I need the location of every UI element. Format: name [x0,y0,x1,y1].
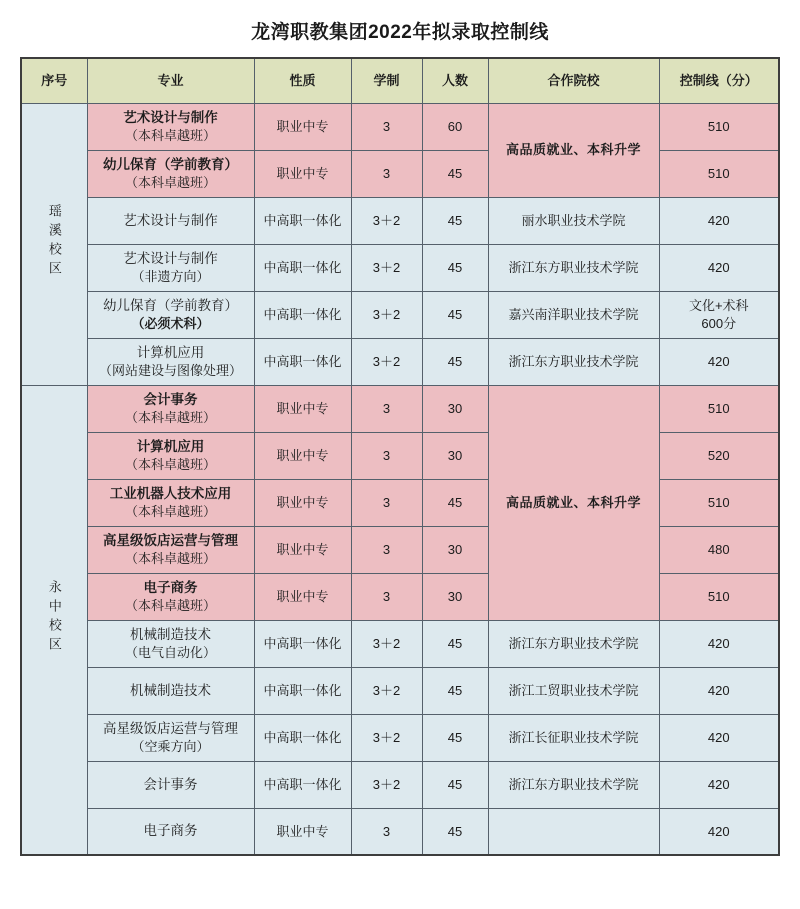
table-row [21,103,779,150]
score-line-cell: 420 [659,808,779,855]
table-row [21,432,779,479]
score-line-cell: 510 [659,573,779,620]
campus-label-text: 瑶溪校区 [46,203,62,280]
score-line-part1: 文化+术科 [688,298,749,314]
length-cell: 3＋2 [351,291,422,338]
major-subtitle: （本科卓越班） [124,409,216,425]
major-name: 电子商务 [143,823,198,839]
table-row [21,385,779,432]
major-subtitle: （本科卓越班） [124,456,216,472]
major-name: 高星级饭店运营与管理 [103,721,238,737]
column-header-index: 序号 [21,58,87,103]
nature-cell: 职业中专 [254,432,351,479]
header-row [21,58,779,103]
count-cell: 30 [422,573,488,620]
major-cell [87,338,254,385]
major-subtitle: （必须术科） [131,315,210,331]
length-cell: 3＋2 [351,244,422,291]
page-title: 龙湾职教集团2022年拟录取控制线 [251,22,549,43]
nature-cell: 中高职一体化 [254,244,351,291]
column-header-line: 控制线（分） [659,58,779,103]
nature-cell: 职业中专 [254,573,351,620]
count-cell: 45 [422,291,488,338]
coop-merged-cell: 高品质就业、本科升学 [488,385,659,620]
major-name: 计算机应用 [136,439,205,455]
coop-cell: 浙江东方职业技术学院 [488,620,659,667]
length-cell: 3 [351,479,422,526]
nature-cell: 中高职一体化 [254,338,351,385]
length-cell: 3 [351,103,422,150]
major-subtitle: （本科卓越班） [124,597,216,613]
count-cell: 45 [422,197,488,244]
table-row [21,197,779,244]
major-name: 电子商务 [143,580,198,596]
score-line-cell [659,291,779,338]
nature-cell: 中高职一体化 [254,197,351,244]
major-cell [87,150,254,197]
table-body [21,103,779,855]
major-name: 会计事务 [143,392,198,408]
major-cell [87,667,254,714]
table-row [21,526,779,573]
major-cell [87,432,254,479]
major-name: 艺术设计与制作 [123,212,218,228]
score-line-cell: 420 [659,667,779,714]
score-line-cell: 510 [659,479,779,526]
score-line-part2: 600分 [701,315,737,331]
count-cell: 45 [422,620,488,667]
major-subtitle: （本科卓越班） [124,503,216,519]
table-row [21,338,779,385]
count-cell: 45 [422,714,488,761]
coop-cell: 丽水职业技术学院 [488,197,659,244]
score-line-cell: 420 [659,761,779,808]
nature-cell: 中高职一体化 [254,667,351,714]
major-cell [87,385,254,432]
major-name: 高星级饭店运营与管理 [103,533,238,549]
major-cell [87,808,254,855]
major-cell [87,526,254,573]
coop-merged-cell: 高品质就业、本科升学 [488,103,659,197]
table-row [21,573,779,620]
coop-cell: 嘉兴南洋职业技术学院 [488,291,659,338]
length-cell: 3 [351,385,422,432]
coop-cell: 浙江东方职业技术学院 [488,761,659,808]
major-name: 计算机应用 [136,345,205,361]
table-row [21,761,779,808]
count-cell: 45 [422,761,488,808]
major-name: 幼儿保育（学前教育） [103,298,238,314]
table-row [21,244,779,291]
column-header-coop: 合作院校 [488,58,659,103]
count-cell: 60 [422,103,488,150]
score-line-cell: 420 [659,244,779,291]
major-cell [87,714,254,761]
nature-cell: 职业中专 [254,479,351,526]
column-header-major: 专业 [87,58,254,103]
length-cell: 3 [351,808,422,855]
table-row [21,667,779,714]
major-name: 机械制造技术 [130,682,211,698]
score-line-cell: 420 [659,338,779,385]
table-row [21,620,779,667]
score-line-cell: 510 [659,103,779,150]
major-subtitle: （非遗方向） [131,268,210,284]
table-row [21,714,779,761]
major-name: 会计事务 [143,776,198,792]
coop-cell: 浙江东方职业技术学院 [488,244,659,291]
major-subtitle: （本科卓越班） [124,550,216,566]
major-name: 机械制造技术 [130,627,211,643]
length-cell: 3 [351,150,422,197]
score-line-cell: 420 [659,197,779,244]
major-cell [87,761,254,808]
table-row [21,150,779,197]
count-cell: 45 [422,150,488,197]
nature-cell: 职业中专 [254,526,351,573]
column-header-count: 人数 [422,58,488,103]
campus-label-text: 永中校区 [46,579,62,656]
table-header [21,58,779,103]
major-cell [87,479,254,526]
nature-cell: 职业中专 [254,150,351,197]
major-cell [87,244,254,291]
count-cell: 30 [422,385,488,432]
nature-cell: 中高职一体化 [254,761,351,808]
score-line-cell: 510 [659,150,779,197]
major-subtitle: （本科卓越班） [124,127,216,143]
count-cell: 45 [422,338,488,385]
coop-cell [488,808,659,855]
campus-label-cell [21,385,87,855]
major-subtitle: （空乘方向） [131,738,210,754]
count-cell: 45 [422,667,488,714]
table-row [21,808,779,855]
table-row [21,291,779,338]
major-subtitle: （本科卓越班） [124,174,216,190]
column-header-nature: 性质 [254,58,351,103]
length-cell: 3＋2 [351,338,422,385]
count-cell: 30 [422,432,488,479]
length-cell: 3 [351,432,422,479]
major-subtitle: （网站建设与图像处理） [98,362,242,378]
length-cell: 3＋2 [351,197,422,244]
count-cell: 45 [422,244,488,291]
score-line-cell: 480 [659,526,779,573]
length-cell: 3＋2 [351,667,422,714]
score-line-cell: 420 [659,714,779,761]
table-row [21,479,779,526]
nature-cell: 职业中专 [254,385,351,432]
length-cell: 3＋2 [351,714,422,761]
count-cell: 30 [422,526,488,573]
length-cell: 3＋2 [351,761,422,808]
major-name: 艺术设计与制作 [123,110,218,126]
length-cell: 3 [351,526,422,573]
nature-cell: 职业中专 [254,808,351,855]
campus-label-cell [21,103,87,385]
nature-cell: 中高职一体化 [254,620,351,667]
major-subtitle: （电气自动化） [124,644,216,660]
nature-cell: 中高职一体化 [254,291,351,338]
major-name: 工业机器人技术应用 [109,486,232,502]
major-cell [87,103,254,150]
admission-score-table [20,57,780,856]
major-name: 幼儿保育（学前教育） [103,157,238,173]
major-cell [87,620,254,667]
length-cell: 3 [351,573,422,620]
coop-cell: 浙江工贸职业技术学院 [488,667,659,714]
major-cell [87,573,254,620]
nature-cell: 职业中专 [254,103,351,150]
count-cell: 45 [422,808,488,855]
coop-cell: 浙江长征职业技术学院 [488,714,659,761]
score-line-cell: 420 [659,620,779,667]
count-cell: 45 [422,479,488,526]
nature-cell: 中高职一体化 [254,714,351,761]
major-cell [87,197,254,244]
major-cell [87,291,254,338]
column-header-length: 学制 [351,58,422,103]
length-cell: 3＋2 [351,620,422,667]
score-line-cell: 520 [659,432,779,479]
coop-cell: 浙江东方职业技术学院 [488,338,659,385]
major-name: 艺术设计与制作 [123,251,218,267]
score-line-cell: 510 [659,385,779,432]
